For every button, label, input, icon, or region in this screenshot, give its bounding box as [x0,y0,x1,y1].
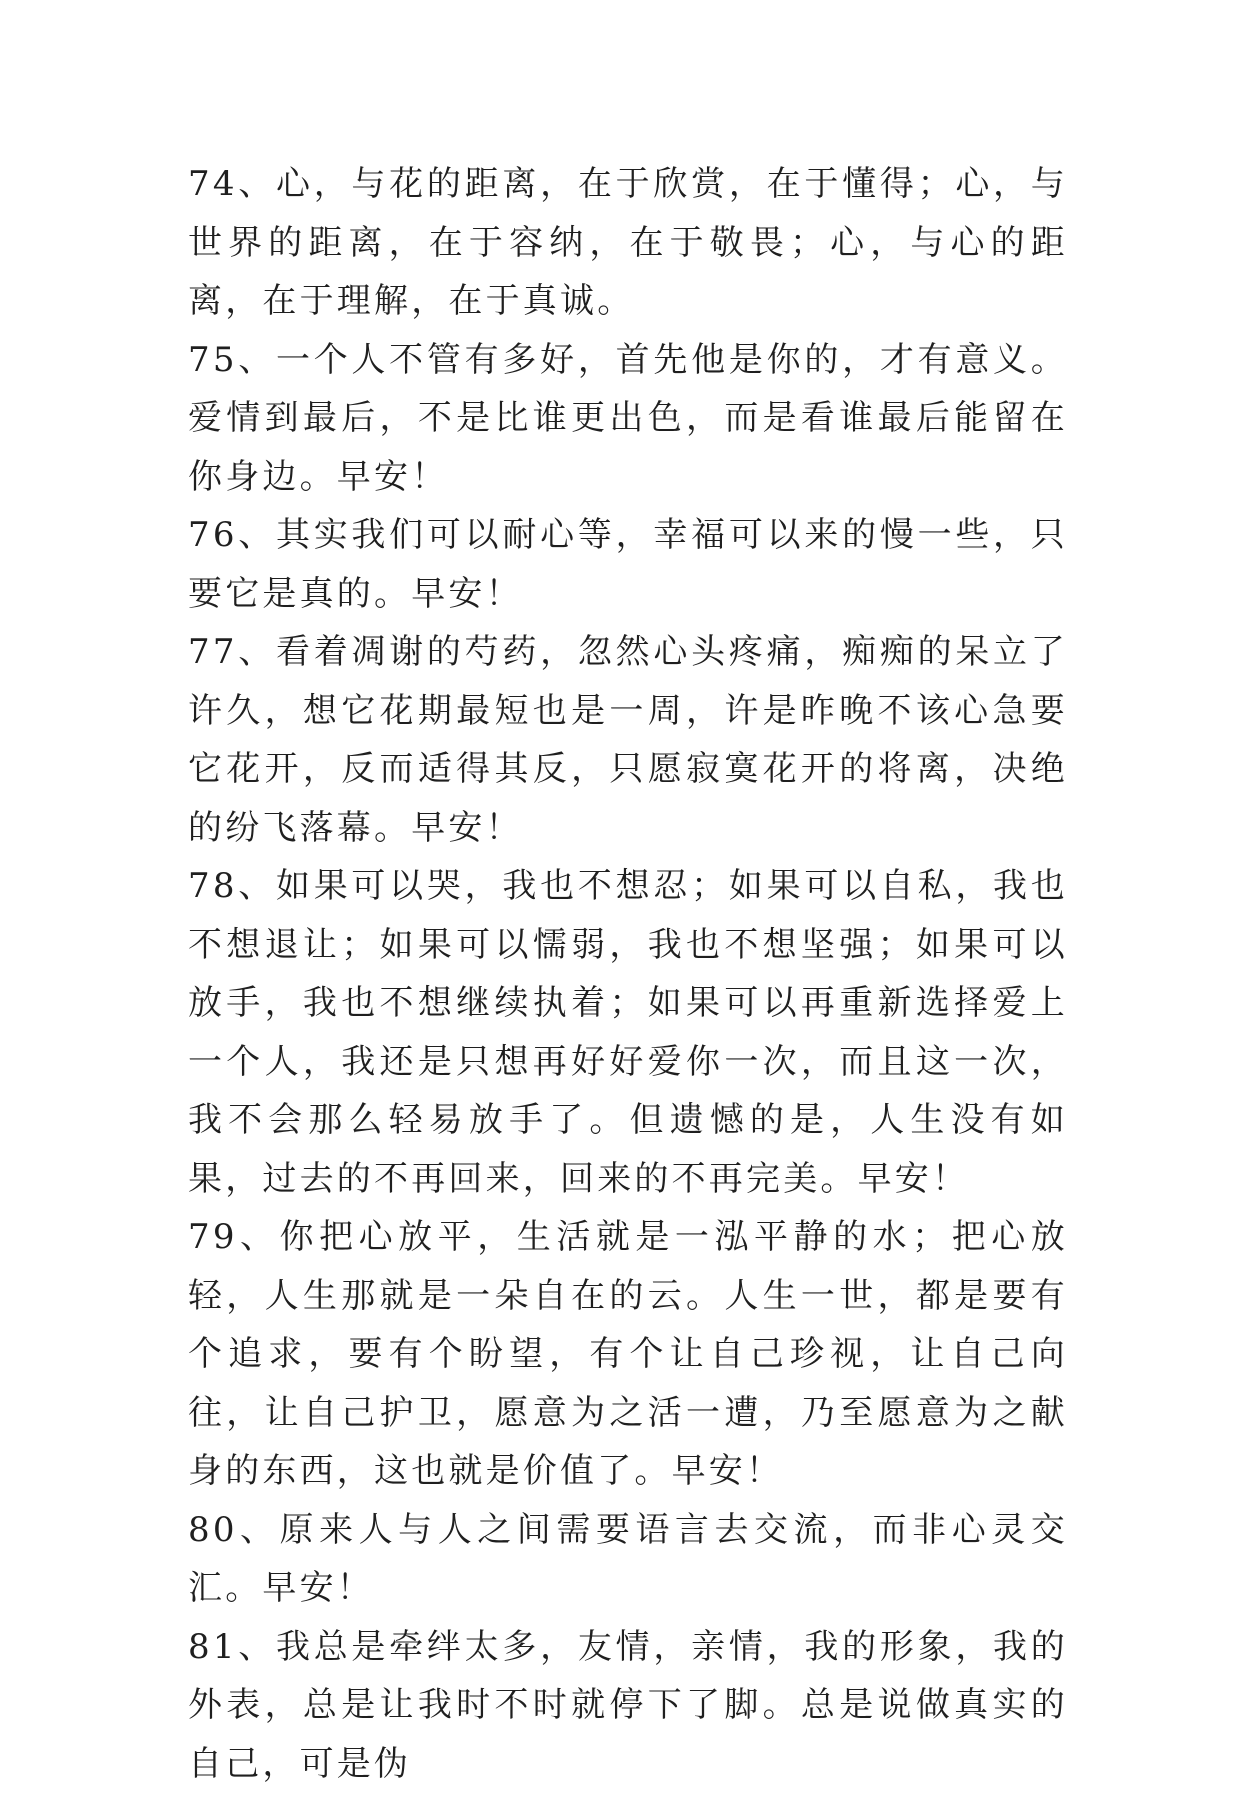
paragraph-76: 76、其实我们可以耐心等，幸福可以来的慢一些，只要它是真的。早安！ [188,506,1068,623]
paragraph-74: 74、心，与花的距离，在于欣赏，在于懂得；心，与世界的距离，在于容纳，在于敬畏；心，与心的距离，在于理解，在于真诚。 [188,155,1068,331]
paragraph-80: 80、原来人与人之间需要语言去交流，而非心灵交汇。早安！ [188,1501,1068,1618]
paragraph-78: 78、如果可以哭，我也不想忍；如果可以自私，我也不想退让；如果可以懦弱，我也不想坚强；如果可以放手，我也不想继续执着；如果可以再重新选择爱上一个人，我还是只想再好好爱你一次，而且这一次，我不会那么轻易放手了。但遗憾的是，人生没有如果，过去的不再回来，回来的不再完美。早安！ [188,857,1068,1208]
paragraph-81: 81、我总是牵绊太多，友情，亲情，我的形象，我的外表，总是让我时不时就停下了脚。总是说做真实的自己，可是伪 [188,1618,1068,1793]
paragraph-77: 77、看着凋谢的芍药，忽然心头疼痛，痴痴的呆立了许久，想它花期最短也是一周，许是昨晚不该心急要它花开，反而适得其反，只愿寂寞花开的将离，决绝的纷飞落幕。早安！ [188,623,1068,857]
document-body [188,155,1068,1793]
paragraph-79: 79、你把心放平，生活就是一泓平静的水；把心放轻，人生那就是一朵自在的云。人生一世，都是要有个追求，要有个盼望，有个让自己珍视，让自己向往，让自己护卫，愿意为之活一遭，乃至愿意为之献身的东西，这也就是价值了。早安！ [188,1208,1068,1501]
paragraph-75: 75、一个人不管有多好，首先他是你的，才有意义。爱情到最后，不是比谁更出色，而是看谁最后能留在你身边。早安！ [188,331,1068,507]
